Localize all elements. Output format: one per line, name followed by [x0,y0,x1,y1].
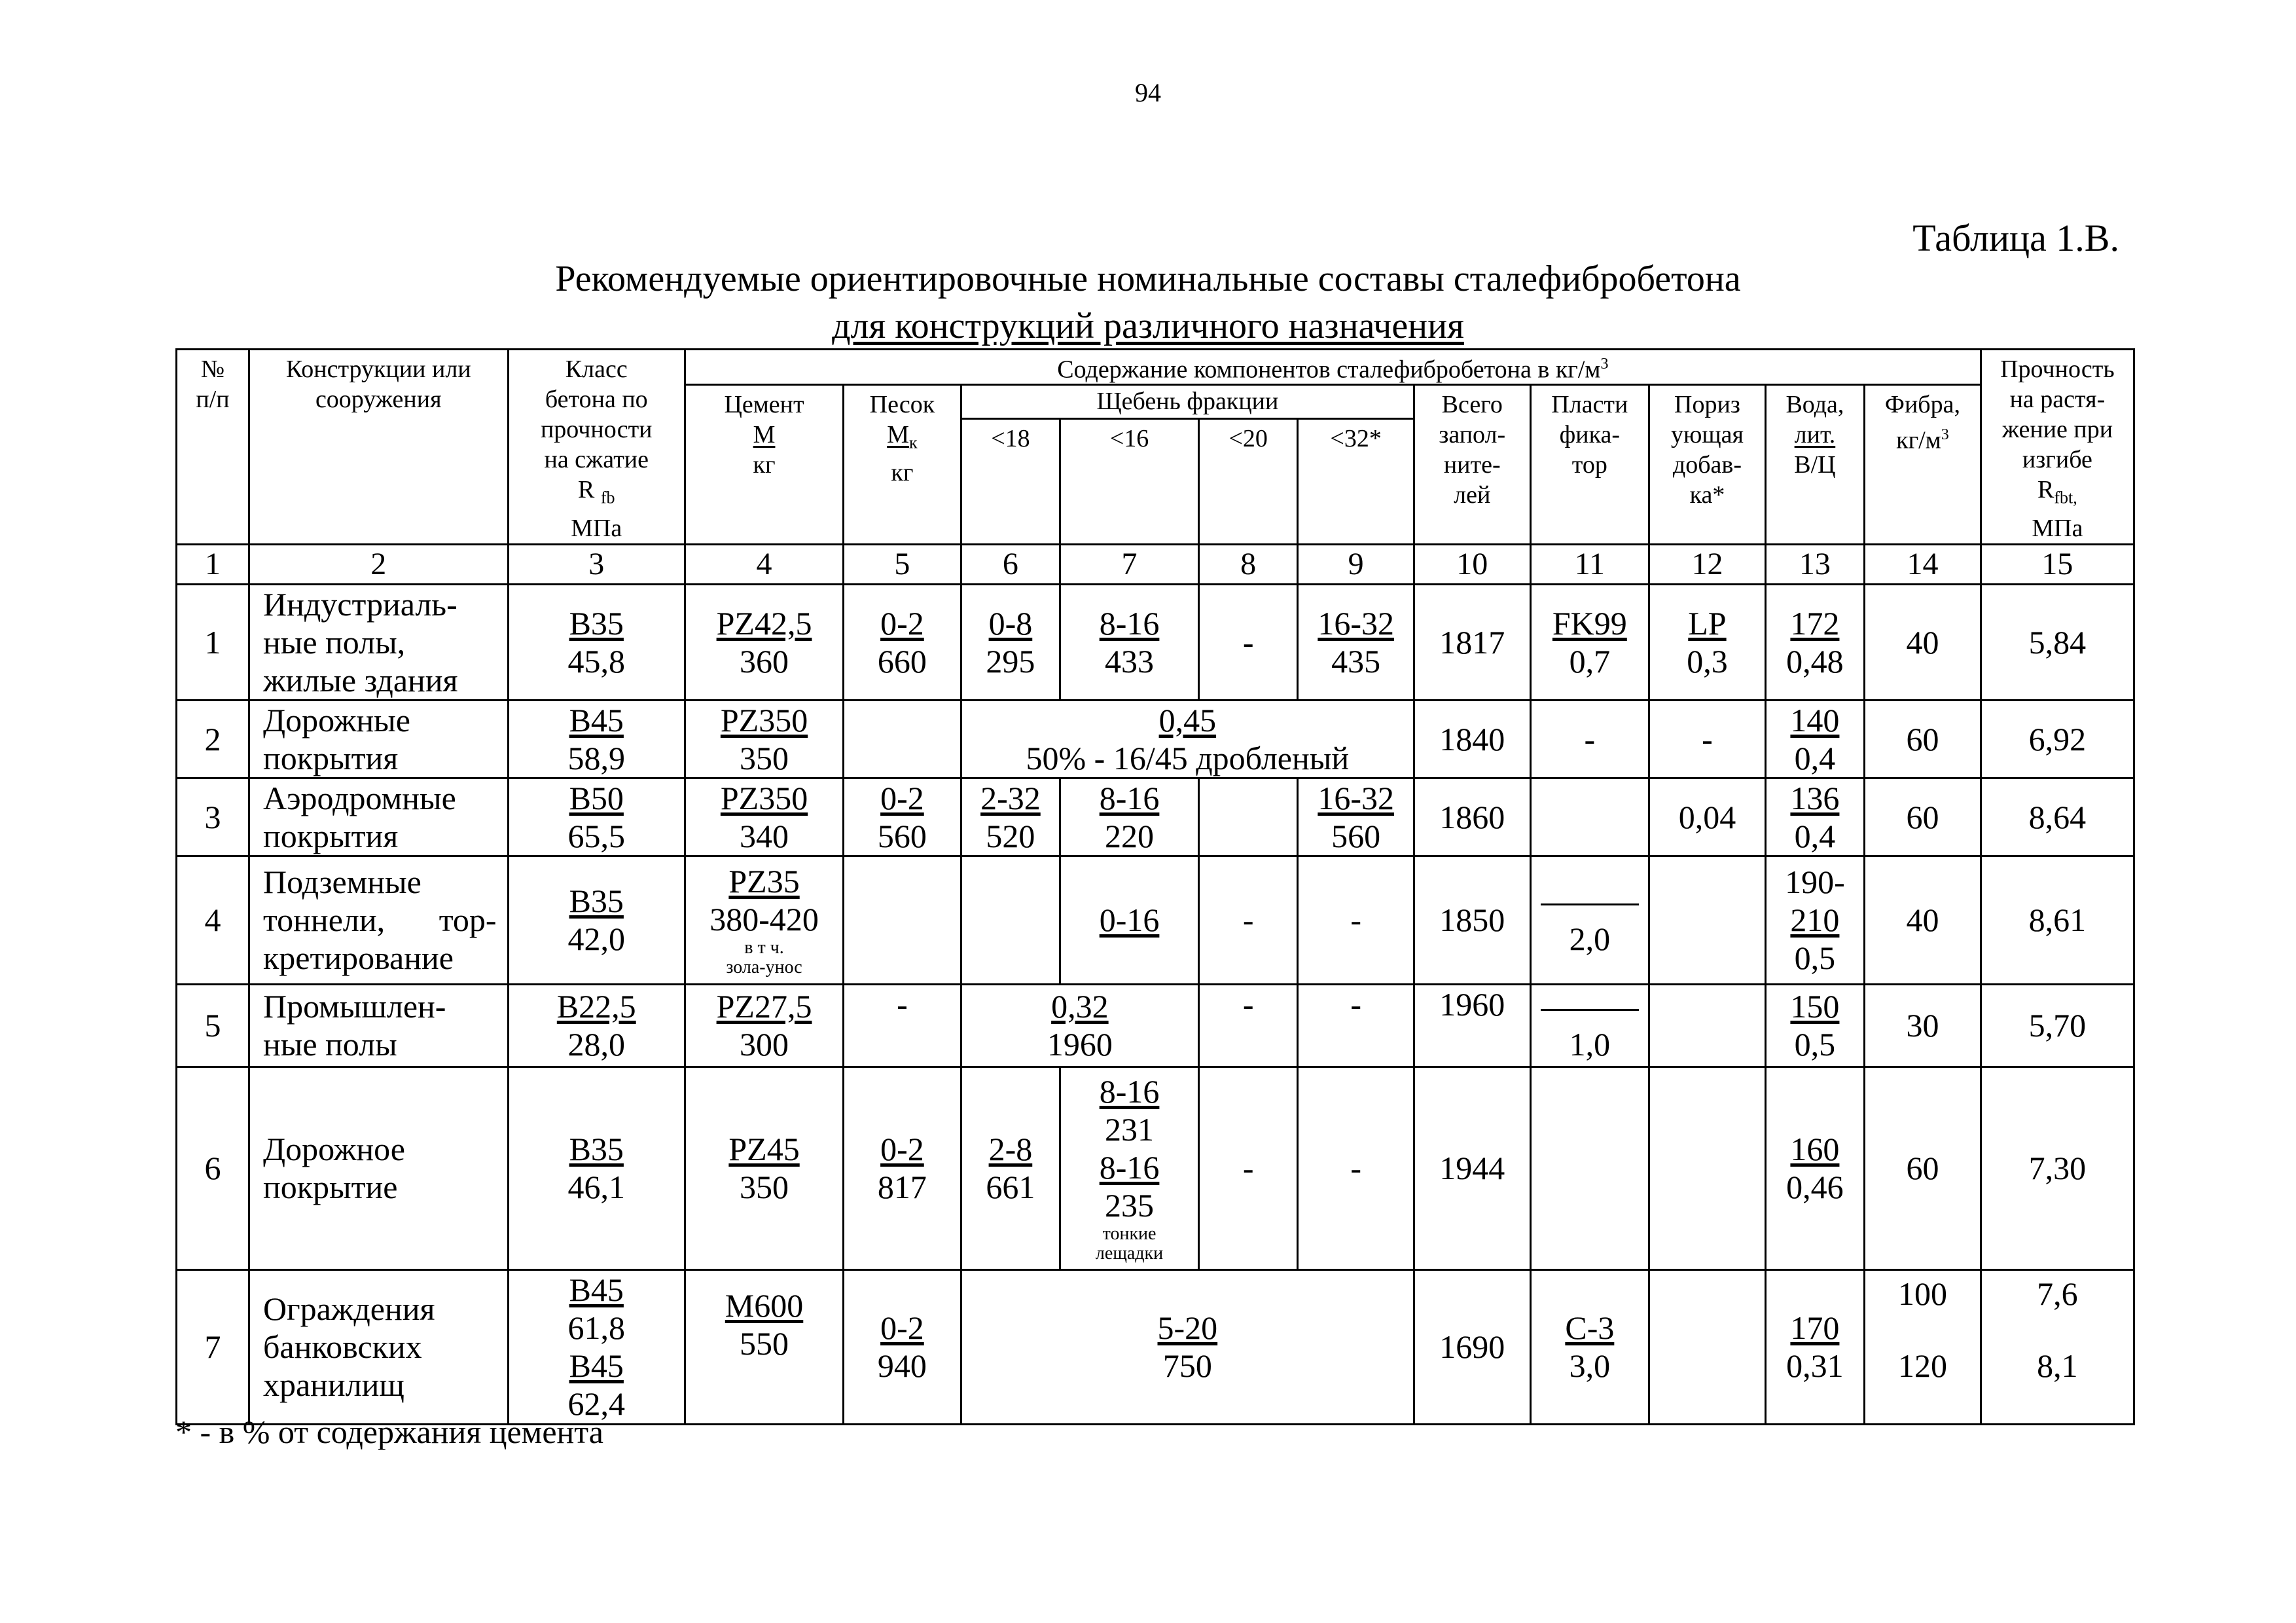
total-filler: 1860 [1414,778,1530,856]
gravel-20: - [1198,1067,1297,1269]
footnote: * - в % от содержания цемента [175,1413,603,1450]
gravel-32: 16-32 435 [1298,584,1414,700]
total-filler: 1850 [1414,856,1530,984]
concrete-class: B35 45,8 [508,584,685,700]
porous-additive: 0,04 [1649,778,1766,856]
construction-name: Ограждения банковских хранилищ [249,1269,508,1424]
construction-name: Дорожное покрытие [249,1067,508,1269]
plasticizer [1530,778,1649,856]
header-concrete-class: Класс бетона по прочности на сжатие R $_{fb}$ МПа [508,350,685,545]
plasticizer: 2,0 [1530,856,1649,984]
table-title [0,255,2296,350]
total-filler: 1960 [1414,984,1530,1067]
porous-additive: LP 0,3 [1649,584,1766,700]
plasticizer: 1,0 [1530,984,1649,1067]
gravel-16: 8-16 220 [1060,778,1199,856]
gravel-32: - [1298,856,1414,984]
tensile-strength: 5,70 [1981,984,2134,1067]
sand: 0-2 660 [844,584,961,700]
row-number: 1 [177,584,249,700]
table-row [177,700,2134,778]
table-row [177,778,2134,856]
water: 190- 210 0,5 [1765,856,1864,984]
sand: 0-2 560 [844,778,961,856]
gravel-18: 2-8 661 [961,1067,1060,1269]
construction-name: Аэродромные покрытия [249,778,508,856]
gravel-18: 2-32 520 [961,778,1060,856]
header-fiber: Фибра, $кг/м^3$ [1865,384,1981,544]
water: 150 0,5 [1765,984,1864,1067]
concrete-class: B35 46,1 [508,1067,685,1269]
header-fraction-20: <20 [1198,418,1297,544]
header-fraction-18: <18 [961,418,1060,544]
gravel-20 [1198,778,1297,856]
gravel-16: 8-16 231 8-16 235 тонкие лещадки [1060,1067,1199,1269]
gravel-20: - [1198,984,1297,1067]
header-fraction-32: <32* [1298,418,1414,544]
sand [844,700,961,778]
construction-name: Подземные тоннели, тор- кретирование [249,856,508,984]
construction-name: Промышлен- ные полы [249,984,508,1067]
header-components-content: Содержание компонентов сталефибробетона в $кг/м^3$ [685,350,1981,385]
concrete-class: B45 61,8 B45 62,4 [508,1269,685,1424]
gravel-combined: 0,32 1960 [961,984,1198,1067]
total-filler: 1817 [1414,584,1530,700]
row-number: 7 [177,1269,249,1424]
concrete-class: B45 58,9 [508,700,685,778]
header-cement: Цемент М кг [685,384,843,544]
porous-additive [1649,1269,1766,1424]
sand: - [844,984,961,1067]
porous-additive [1649,1067,1766,1269]
cement: PZ45 350 [685,1067,843,1269]
cement: PZ350 350 [685,700,843,778]
composition-table [175,348,2135,1425]
gravel-16: 8-16 433 [1060,584,1199,700]
gravel-16: 0-16 [1060,856,1199,984]
col-number: 2 [249,544,508,584]
fiber: 100 120 [1865,1269,1981,1424]
col-number: 7 [1060,544,1199,584]
table-row [177,856,2134,984]
col-number: 12 [1649,544,1766,584]
column-number-row [177,544,2134,584]
cement: M600 550 [685,1269,843,1424]
total-filler: 1840 [1414,700,1530,778]
header-construction: Конструкции или сооружения [249,350,508,545]
fiber: 60 [1865,1067,1981,1269]
gravel-32: - [1298,1067,1414,1269]
sand: 0-2 817 [844,1067,961,1269]
col-number: 5 [844,544,961,584]
cement: PZ350 340 [685,778,843,856]
construction-name: Дорожные покрытия [249,700,508,778]
tensile-strength: 8,64 [1981,778,2134,856]
water: 140 0,4 [1765,700,1864,778]
table-row [177,584,2134,700]
cement: PZ35 380-420 в т ч. зола-унос [685,856,843,984]
title-line-1: Рекомендуемые ориентировочные номинальные составы сталефибробетона [555,259,1741,299]
fiber: 30 [1865,984,1981,1067]
concrete-class: B50 65,5 [508,778,685,856]
plasticizer: FK99 0,7 [1530,584,1649,700]
water: 160 0,46 [1765,1067,1864,1269]
col-number: 6 [961,544,1060,584]
header-tensile-strength: Прочность на растя- жение при изгибе $R_{fbt,}$ МПа [1981,350,2134,545]
gravel-combined: 0,45 50% - 16/45 дробленый [961,700,1414,778]
table-row [177,984,2134,1067]
col-number: 11 [1530,544,1649,584]
table-label: Таблица 1.В. [1912,217,2119,259]
cement: PZ42,5 360 [685,584,843,700]
total-filler: 1944 [1414,1067,1530,1269]
header-fraction-16: <16 [1060,418,1199,544]
col-number: 1 [177,544,249,584]
concrete-class: B22,5 28,0 [508,984,685,1067]
plasticizer: С-3 3,0 [1530,1269,1649,1424]
table-row [177,1269,2134,1424]
gravel-combined: 5-20 750 [961,1269,1414,1424]
blank-line [1541,903,1639,905]
header-row [177,350,2134,385]
header-num: № п/п [177,350,249,545]
sand: 0-2 940 [844,1269,961,1424]
water: 170 0,31 [1765,1269,1864,1424]
row-number: 6 [177,1067,249,1269]
porous-additive: - [1649,700,1766,778]
concrete-class: B35 42,0 [508,856,685,984]
gravel-20: - [1198,856,1297,984]
col-number: 15 [1981,544,2134,584]
row-number: 2 [177,700,249,778]
header-gravel: Щебень фракции [961,384,1414,418]
tensile-strength: 7,6 8,1 [1981,1269,2134,1424]
col-number: 10 [1414,544,1530,584]
construction-name: Индустриаль- ные полы, жилые здания [249,584,508,700]
porous-additive [1649,984,1766,1067]
fiber: 60 [1865,778,1981,856]
col-number: 9 [1298,544,1414,584]
gravel-32: 16-32 560 [1298,778,1414,856]
header-water: Вода, лит. В/Ц [1765,384,1864,544]
fiber: 60 [1865,700,1981,778]
header-total-filler: Всего запол- ните- лей [1414,384,1530,544]
title-line-2: для конструкций различного назначения [832,306,1464,346]
row-number: 5 [177,984,249,1067]
blank-line [1541,1009,1639,1011]
plasticizer [1530,1067,1649,1269]
col-number: 8 [1198,544,1297,584]
row-number: 3 [177,778,249,856]
fiber: 40 [1865,856,1981,984]
tensile-strength: 8,61 [1981,856,2134,984]
tensile-strength: 5,84 [1981,584,2134,700]
page-number: 94 [1135,78,1161,107]
total-filler: 1690 [1414,1269,1530,1424]
sand [844,856,961,984]
gravel-20: - [1198,584,1297,700]
col-number: 14 [1865,544,1981,584]
col-number: 4 [685,544,843,584]
header-plasticizer: Пласти фика- тор [1530,384,1649,544]
water: 136 0,4 [1765,778,1864,856]
row-number: 4 [177,856,249,984]
tensile-strength: 7,30 [1981,1067,2134,1269]
header-sand: Песок $М_к$ кг [844,384,961,544]
gravel-32: - [1298,984,1414,1067]
porous-additive [1649,856,1766,984]
header-porous-additive: Пориз ующая добав- ка* [1649,384,1766,544]
plasticizer: - [1530,700,1649,778]
gravel-18: 0-8 295 [961,584,1060,700]
cement: PZ27,5 300 [685,984,843,1067]
table-row [177,1067,2134,1269]
tensile-strength: 6,92 [1981,700,2134,778]
col-number: 3 [508,544,685,584]
gravel-18 [961,856,1060,984]
col-number: 13 [1765,544,1864,584]
fiber: 40 [1865,584,1981,700]
water: 172 0,48 [1765,584,1864,700]
